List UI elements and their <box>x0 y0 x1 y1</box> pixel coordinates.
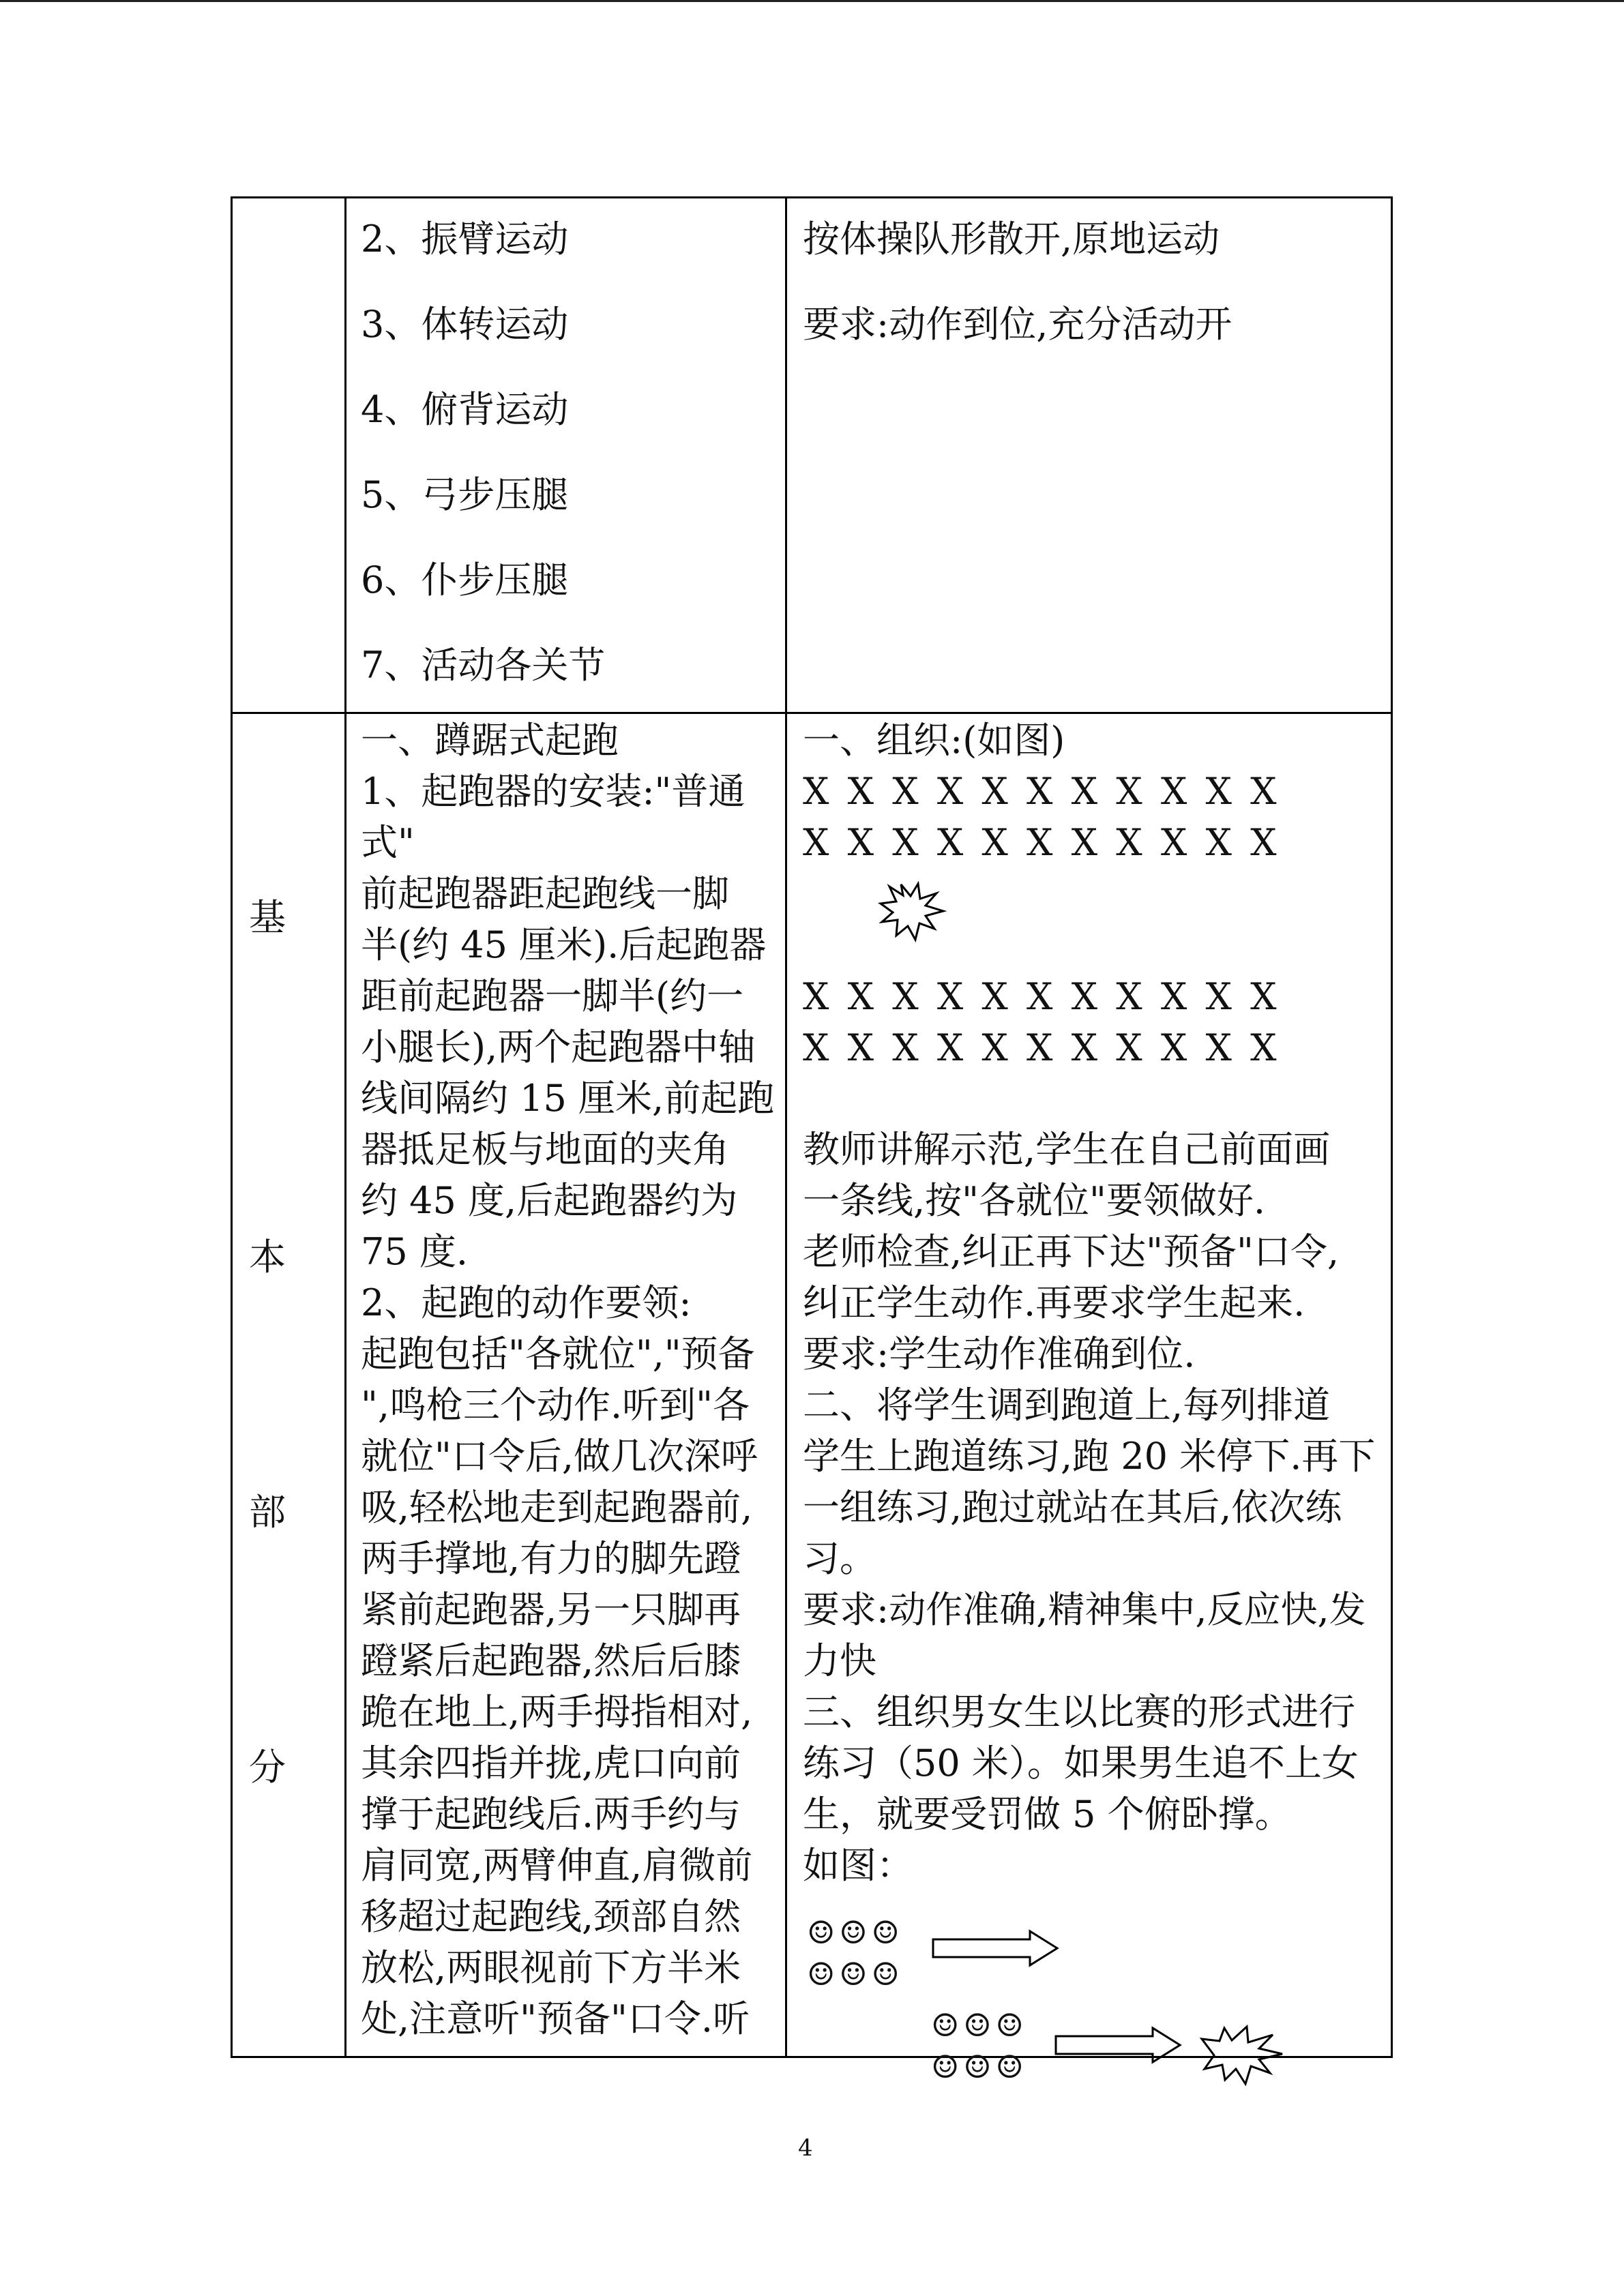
content-line: 起跑包括"各就位","预备 <box>361 1332 755 1375</box>
starburst-icon <box>881 884 943 940</box>
organization-title: 一、组织:(如图) <box>803 719 1065 762</box>
method-line: 老师检查,纠正再下达"预备"口令, <box>803 1230 1340 1273</box>
content-line: 其余四指并拢,虎口向前 <box>361 1742 741 1785</box>
method-line: 学生上跑道练习,跑 20 米停下.再下 <box>803 1435 1376 1478</box>
smiley-group: ☺☺☺ <box>931 2007 1028 2044</box>
content-line: 小腿长),两个起跑器中轴 <box>361 1026 756 1069</box>
method-line: 习。 <box>803 1537 876 1580</box>
content-line: 两手撑地,有力的脚先蹬 <box>361 1537 741 1580</box>
page-number: 4 <box>798 2134 813 2162</box>
warmup-item: 6、仆步压腿 <box>361 558 569 601</box>
content-line: 肩同宽,两臂伸直,肩微前 <box>361 1844 753 1887</box>
method-line: 一组练习,跑过就站在其后,依次练 <box>803 1486 1342 1529</box>
content-line: 吸,轻松地走到起跑器前, <box>361 1486 753 1529</box>
method-line: 三、组织男女生以比赛的形式进行 <box>803 1690 1355 1733</box>
method-line: 力快 <box>803 1639 876 1682</box>
content-line: 撑于起跑线后.两手约与 <box>361 1793 741 1836</box>
warmup-organization: 按体操队形散开,原地运动 <box>803 218 1220 260</box>
method-line: 教师讲解示范,学生在自己前面画 <box>803 1128 1331 1171</box>
formation-row: X X X X X X X X X X X <box>803 770 1280 813</box>
method-line: 练习（50 米）。如果男生追不上女 <box>803 1742 1359 1785</box>
content-line: 放松,两眼视前下方半米 <box>361 1946 741 1989</box>
arrow-right-icon <box>1056 2028 1180 2062</box>
method-line: 纠正学生动作.再要求学生起来. <box>803 1281 1305 1324</box>
smiley-group: ☺☺☺ <box>931 2048 1028 2085</box>
warmup-item: 7、活动各关节 <box>361 644 606 687</box>
method-line: 要求:动作准确,精神集中,反应快,发 <box>803 1588 1366 1631</box>
content-line: 移超过起跑线,颈部自然 <box>361 1895 741 1938</box>
warmup-item: 4、俯背运动 <box>361 388 569 431</box>
content-line: 就位"口令后,做几次深呼 <box>361 1435 758 1478</box>
method-line: 一条线,按"各就位"要领做好. <box>803 1179 1266 1222</box>
content-line: 2、起跑的动作要领: <box>361 1281 692 1324</box>
content-line: 蹬紧后起跑器,然后后膝 <box>361 1639 741 1682</box>
warmup-item: 2、振臂运动 <box>361 218 569 260</box>
starburst-icon <box>1202 2027 1282 2084</box>
method-line: 生，就要受罚做 5 个俯卧撑。 <box>803 1793 1292 1836</box>
content-line: ",鸣枪三个动作.听到"各 <box>361 1384 750 1427</box>
formation-row: X X X X X X X X X X X <box>803 821 1280 864</box>
content-line: 前起跑器距起跑线一脚 <box>361 872 729 915</box>
content-line: 器抵足板与地面的夹角 <box>361 1128 729 1171</box>
content-line: 75 度. <box>361 1230 469 1273</box>
method-line: 二、将学生调到跑道上,每列排道 <box>803 1384 1331 1427</box>
section-label-char: 分 <box>249 1746 286 1789</box>
content-line: 处,注意听"预备"口令.听 <box>361 1997 750 2040</box>
content-line: 跪在地上,两手拇指相对, <box>361 1690 753 1733</box>
warmup-requirement: 要求:动作到位,充分活动开 <box>803 303 1232 346</box>
content-line: 线间隔约 15 厘米,前起跑 <box>361 1077 775 1120</box>
method-line: 要求:学生动作准确到位. <box>803 1332 1196 1375</box>
warmup-item: 3、体转运动 <box>361 303 569 346</box>
formation-row: X X X X X X X X X X X <box>803 975 1280 1018</box>
smiley-group: ☺☺☺ <box>807 1956 904 1993</box>
content-line: 约 45 度,后起跑器约为 <box>361 1179 738 1222</box>
content-line: 式" <box>361 821 415 864</box>
warmup-item: 5、弓步压腿 <box>361 473 569 516</box>
content-line: 距前起跑器一脚半(约一 <box>361 974 744 1017</box>
arrow-right-icon <box>933 1931 1057 1965</box>
content-line: 半(约 45 厘米).后起跑器 <box>361 923 767 966</box>
content-line: 1、起跑器的安装:"普通 <box>361 770 745 813</box>
formation-row: X X X X X X X X X X X <box>803 1026 1280 1069</box>
section-label-char: 部 <box>249 1491 286 1534</box>
section-label-char: 本 <box>249 1236 286 1279</box>
content-line: 一、蹲踞式起跑 <box>361 719 619 762</box>
method-line: 如图： <box>803 1844 913 1887</box>
smiley-group: ☺☺☺ <box>807 1914 904 1951</box>
content-line: 紧前起跑器,另一只脚再 <box>361 1588 741 1631</box>
section-label-char: 基 <box>249 896 286 939</box>
